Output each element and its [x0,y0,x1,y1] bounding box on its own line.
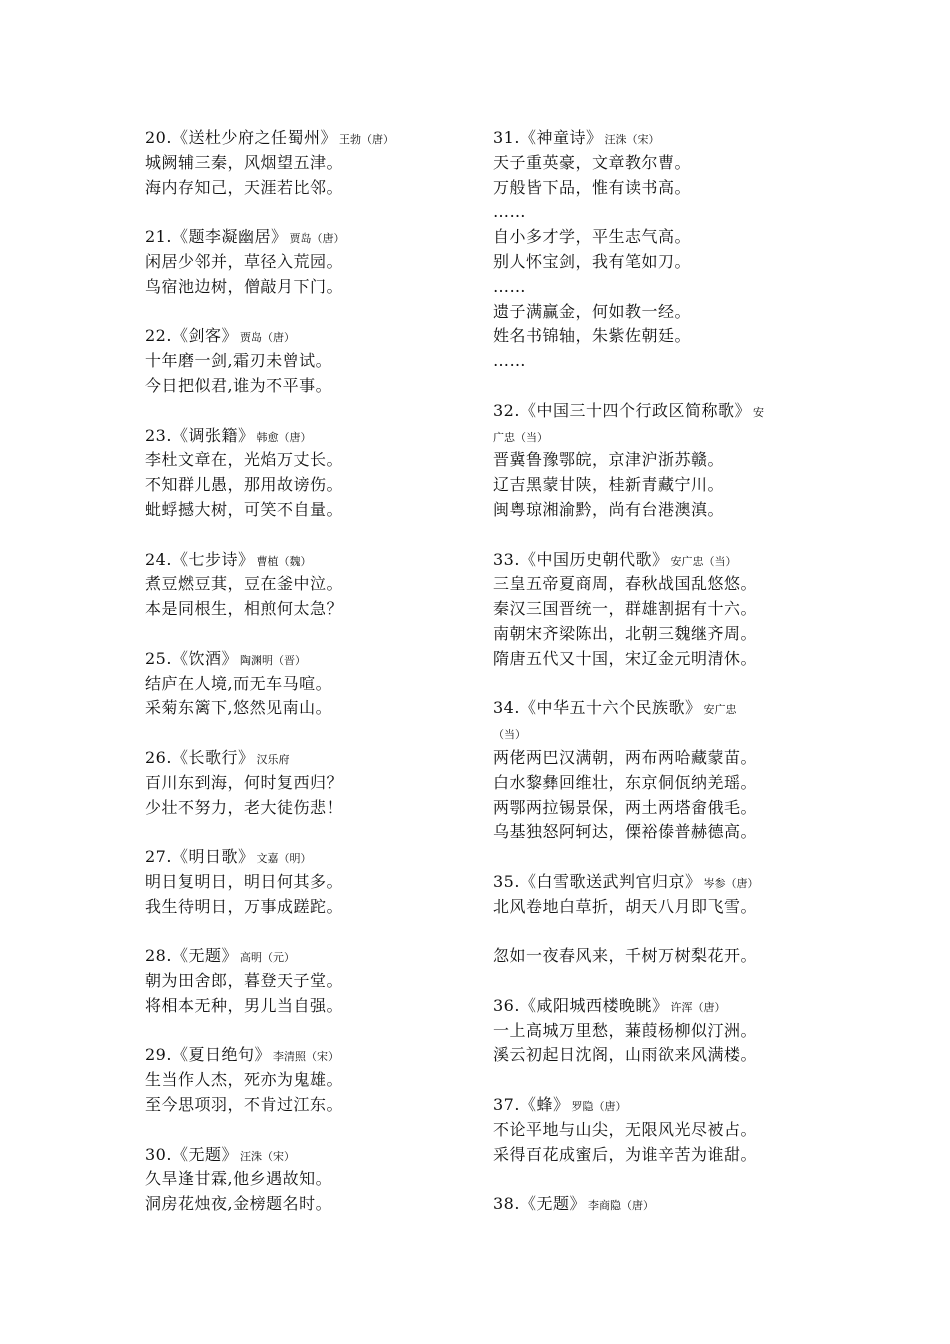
poem-title: 28.《无题》 高明（元） [145,946,295,966]
poem-line: 姓名书锦轴，朱紫佐朝廷。 [493,326,692,346]
poem-title: 20.《送杜少府之任蜀州》 王勃（唐） [145,128,394,147]
poem-author: 许浑（唐） [670,1000,726,1014]
poem-title: 27.《明日歌》 文嘉（明） [145,847,312,867]
poem-title: 35.《白雪歌送武判官归京》 岑参（唐） [493,871,759,891]
poem-author: 安广忠 [703,703,737,717]
poem-title: 37.《蜂》 罗隐（唐） [493,1095,627,1115]
poem-line: 十年磨一剑,霜刃未曾试。 [145,351,333,371]
poem-line: 蚍蜉撼大树，可笑不自量。 [145,499,344,519]
poem-title: 30.《无题》 汪洙（宋） [145,1144,295,1164]
poem-author: 曹植（魏） [256,554,312,568]
poem-author: 贾岛（唐） [239,331,295,345]
poem-author: 岑参（唐） [703,876,759,890]
poem-line: 白水黎彝回维壮，东京侗佤纳羌瑶。 [493,772,758,792]
poem-author: 陶渊明（晋） [239,653,306,667]
poem-author: 李商隐（唐） [587,1199,654,1213]
poem-line: 朝为田舍郎，暮登天子堂。 [145,971,344,991]
poem-author: 文嘉（明） [256,852,312,866]
poem-author: 安 [752,405,764,419]
right-column [493,126,813,1217]
poem-line: 南朝宋齐梁陈出，北朝三魏继齐周。 [493,623,758,643]
poem-author: 贾岛（唐） [289,232,345,246]
poem-line: 至今思项羽，不肯过江东。 [145,1095,344,1115]
poem-line: 忽如一夜春风来，千树万树梨花开。 [493,946,758,966]
poem-line: 天子重英豪，文章教尔曹。 [493,152,692,172]
poem-line: 我生待明日，万事成蹉跎。 [145,896,344,916]
poem-line: 溪云初起日沈阁，山雨欲来风满楼。 [493,1045,758,1065]
poem-author: 高明（元） [239,951,295,965]
poem-author: 汉乐府 [256,752,290,766]
poem-line: 乌基独怒阿轲达，傈裕傣普赫德高。 [493,822,758,842]
poem-line: 闽粤琼湘渝黔，尚有台港澳滇。 [493,499,725,519]
poem-line: 遗子满赢金，何如教一经。 [493,301,692,321]
poem-title: 34.《中华五十六个民族歌》 安广忠 [493,698,737,718]
poem-title: 24.《七步诗》 曹植（魏） [145,549,312,569]
poem-title: 38.《无题》 李商隐（唐） [493,1194,654,1214]
ellipsis: …… [493,351,526,371]
poem-line: 两佬两巴汉满朝，两布两哈藏蒙苗。 [493,747,758,767]
poem-line: 一上高城万里愁，蒹葭杨柳似汀洲。 [493,1020,758,1040]
poem-line: 海内存知己，天涯若比邻。 [145,177,344,197]
poem-author-continued: （当） [493,728,526,742]
ellipsis: …… [493,202,526,222]
poem-author: 李清照（宋） [272,1050,339,1064]
poem-line: 隋唐五代又十国，宋辽金元明清休。 [493,648,758,668]
poem-line: 结庐在人境,而无车马喧。 [145,673,333,693]
poem-line: 久旱逢甘霖,他乡遇故知。 [145,1169,333,1189]
poem-title: 22.《剑客》 贾岛（唐） [145,326,295,346]
poem-line: 百川东到海，何时复西归？ [145,772,344,792]
poem-line: 本是同根生，相煎何太急？ [145,599,344,619]
poem-line: 三皇五帝夏商周，春秋战国乱悠悠。 [493,574,758,594]
ellipsis: …… [493,276,526,296]
poem-line: 不知群儿愚，那用故谤伤。 [145,475,344,495]
poem-line: 煮豆燃豆萁，豆在釜中泣。 [145,574,344,594]
poem-line: 今日把似君,谁为不平事。 [145,375,333,395]
poem-line: 不论平地与山尖，无限风光尽被占。 [493,1119,758,1139]
poem-title: 36.《咸阳城西楼晚眺》 许浑（唐） [493,995,726,1015]
left-column [145,126,465,1217]
poem-author: 王勃（唐） [338,133,394,146]
poem-title: 21.《题李凝幽居》 贾岛（唐） [145,227,345,247]
poem-author: 安广忠（当） [670,554,737,568]
poem-line: 采得百花成蜜后，为谁辛苦为谁甜。 [493,1144,758,1164]
poem-author: 罗隐（唐） [571,1100,627,1114]
poem-line: 少壮不努力，老大徒伤悲！ [145,797,344,817]
poem-line: 两鄂两拉锡景保，两土两塔畲俄毛。 [493,797,758,817]
poem-line: 秦汉三国晋统一，群雄割据有十六。 [493,599,758,619]
poem-line: 北风卷地白草折，胡天八月即飞雪。 [493,896,758,916]
poem-author-continued: 广忠（当） [493,430,548,444]
poem-title: 29.《夏日绝句》 李清照（宋） [145,1045,339,1065]
poem-line: 万般皆下品，惟有读书高。 [493,177,692,197]
poem-line: 城阙辅三秦，风烟望五津。 [145,152,344,172]
poem-author: 汪洙（宋） [604,133,660,146]
poem-title: 31.《神童诗》 汪洙（宋） [493,128,660,147]
poem-author: 韩愈（唐） [256,430,312,444]
poem-line: 自小多才学，平生志气高。 [493,227,692,247]
poem-title: 25.《饮酒》 陶渊明（晋） [145,648,306,668]
poem-line: 明日复明日，明日何其多。 [145,871,344,891]
poem-line: 别人怀宝剑，我有笔如刀。 [493,251,692,271]
poem-title: 33.《中国历史朝代歌》 安广忠（当） [493,549,737,569]
poem-author: 汪洙（宋） [239,1149,295,1163]
poem-title: 32.《中国三十四个行政区简称歌》 安 [493,400,764,420]
poem-line: 将相本无种，男儿当自强。 [145,995,344,1015]
poem-line: 采菊东篱下,悠然见南山。 [145,698,333,718]
poem-line: 李杜文章在，光焰万丈长。 [145,450,344,470]
poem-line: 闲居少邻并，草径入荒园。 [145,251,344,271]
poem-line: 洞房花烛夜,金榜题名时。 [145,1194,333,1214]
poem-title: 23.《调张籍》 韩愈（唐） [145,425,312,445]
poem-line: 鸟宿池边树，僧敲月下门。 [145,276,344,296]
poem-title: 26.《长歌行》 汉乐府 [145,747,290,767]
poem-line: 辽吉黑蒙甘陕，桂新青藏宁川。 [493,475,725,495]
poem-line: 生当作人杰，死亦为鬼雄。 [145,1070,344,1090]
poem-line: 晋冀鲁豫鄂皖，京津沪浙苏赣。 [493,450,725,470]
